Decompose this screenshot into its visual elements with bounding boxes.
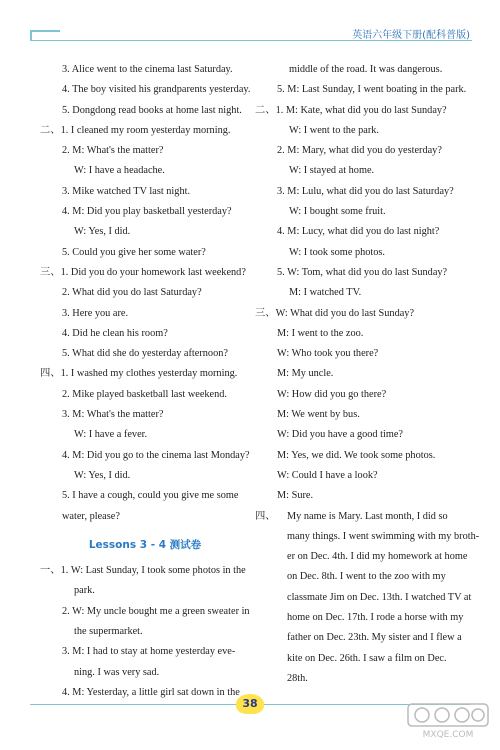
- answer-line: 2. M: Mary, what did you do yesterday?: [277, 145, 442, 157]
- answer-line: M: Yes, we did. We took some photos.: [277, 449, 436, 461]
- right-answers: [255, 60, 470, 507]
- answer-line: 二、1. M: Kate, what did you do last Sunday?: [255, 104, 447, 116]
- answer-line: ning. I was very sad.: [74, 666, 160, 678]
- book-title: 英语六年级下册(配科普版): [352, 30, 470, 41]
- answer-line: 3. Alice went to the cinema last Saturday.: [62, 64, 233, 75]
- essay-line: many things. I went swimming with my broth-: [287, 530, 480, 542]
- left-column: [40, 60, 250, 703]
- essay-text: [279, 507, 479, 690]
- answer-line: 一、1. W: Last Sunday, I took some photos in the: [40, 565, 246, 577]
- essay-line: on Dec. 8th. I went to the zoo with my: [287, 571, 446, 583]
- answer-line: 5. W: Tom, what did you do last Sunday?: [277, 266, 448, 278]
- essay-label: 四、: [255, 510, 276, 522]
- lesson-title: Lessons 3 - 4 测试卷: [88, 538, 202, 551]
- answer-line: 4. M: Did you play basketball yesterday?: [62, 206, 232, 218]
- essay-line: classmate Jim on Dec. 13th. I watched TV at: [287, 591, 472, 603]
- answer-line: 四、1. I washed my clothes yesterday morning.: [40, 368, 238, 380]
- answer-line: 5. M: Last Sunday, I went boating in the park.: [277, 84, 467, 96]
- watermark-logo: [406, 702, 490, 740]
- answer-line: 4. The boy visited his grandparents yesterday.: [62, 84, 251, 96]
- left-answers: [40, 60, 250, 527]
- answer-line: 3. Here you are.: [62, 307, 129, 319]
- answer-line: 二、1. I cleaned my room yesterday morning.: [40, 124, 231, 136]
- answer-line: 5. I have a cough, could you give me some: [62, 490, 239, 502]
- header-corner-mark: [30, 30, 60, 40]
- essay-line: home on Dec. 17th. I rode a horse with my: [287, 612, 464, 624]
- answer-line: M: My uncle.: [277, 368, 334, 380]
- answer-line: 5. Could you give her some water?: [62, 246, 206, 258]
- answer-line: W: I have a fever.: [74, 429, 148, 441]
- answer-line: 三、1. Did you do your homework last weekend?: [40, 266, 246, 278]
- page-number: 38: [236, 694, 264, 714]
- answer-line: 2. M: What's the matter?: [62, 145, 164, 157]
- answer-line: M: Sure.: [277, 490, 314, 502]
- answer-line: W: How did you go there?: [277, 388, 387, 400]
- answer-line: 4. Did he clean his room?: [62, 327, 168, 339]
- left-answers-lesson: [40, 561, 250, 703]
- answer-line: W: I bought some fruit.: [289, 206, 386, 218]
- essay-line: My name is Mary. Last month, I did so: [287, 510, 448, 522]
- essay-line: father on Dec. 23th. My sister and I flew a: [287, 632, 462, 644]
- answer-line: W: Who took you there?: [277, 348, 379, 360]
- essay-line: 28th.: [287, 672, 308, 684]
- answer-line: W: I went to the park.: [289, 124, 379, 136]
- answer-line: 3. M: Lulu, what did you do last Saturday?: [277, 185, 454, 197]
- answer-line: 三、W: What did you do last Sunday?: [255, 307, 415, 319]
- watermark-text: MXQE.COM: [422, 730, 474, 740]
- answer-line: 3. M: I had to stay at home yesterday eve-: [62, 646, 236, 658]
- answer-line: W: I have a headache.: [74, 165, 165, 177]
- essay-line: er on Dec. 4th. I did my homework at home: [287, 551, 468, 563]
- answer-line: W: Could I have a look?: [277, 469, 378, 481]
- answer-line: water, please?: [62, 510, 120, 522]
- answer-line: W: Did you have a good time?: [277, 429, 404, 441]
- answer-line: 2. W: My uncle bought me a green sweater in: [62, 605, 250, 617]
- answer-line: M: I watched TV.: [289, 287, 362, 299]
- answer-line: 3. M: What's the matter?: [62, 409, 164, 421]
- answer-line: M: I went to the zoo.: [277, 327, 364, 339]
- answer-line: W: Yes, I did.: [74, 226, 131, 238]
- answer-line: the supermarket.: [74, 626, 143, 638]
- answer-line: 2. What did you do last Saturday?: [62, 287, 202, 299]
- answer-line: W: Yes, I did.: [74, 469, 131, 481]
- right-column: [255, 60, 480, 689]
- answer-line: W: I stayed at home.: [289, 165, 375, 177]
- answer-line: M: We went by bus.: [277, 409, 360, 421]
- answer-line: W: I took some photos.: [289, 246, 386, 258]
- essay-block: [255, 507, 480, 690]
- answer-line: 5. Dongdong read books at home last night.: [62, 104, 242, 116]
- answer-line: 4. M: Lucy, what did you do last night?: [277, 226, 440, 238]
- answer-line: 2. Mike played basketball last weekend.: [62, 388, 227, 400]
- answer-line: 4. M: Did you go to the cinema last Monday?: [62, 449, 250, 461]
- essay-line: kite on Dec. 26th. I saw a film on Dec.: [287, 652, 447, 664]
- answer-line: park.: [74, 585, 95, 597]
- answer-line: 5. What did she do yesterday afternoon?: [62, 348, 228, 360]
- answer-line: 4. M: Yesterday, a little girl sat down in the: [62, 686, 240, 698]
- answer-line: middle of the road. It was dangerous.: [289, 64, 443, 75]
- answer-line: 3. Mike watched TV last night.: [62, 185, 191, 197]
